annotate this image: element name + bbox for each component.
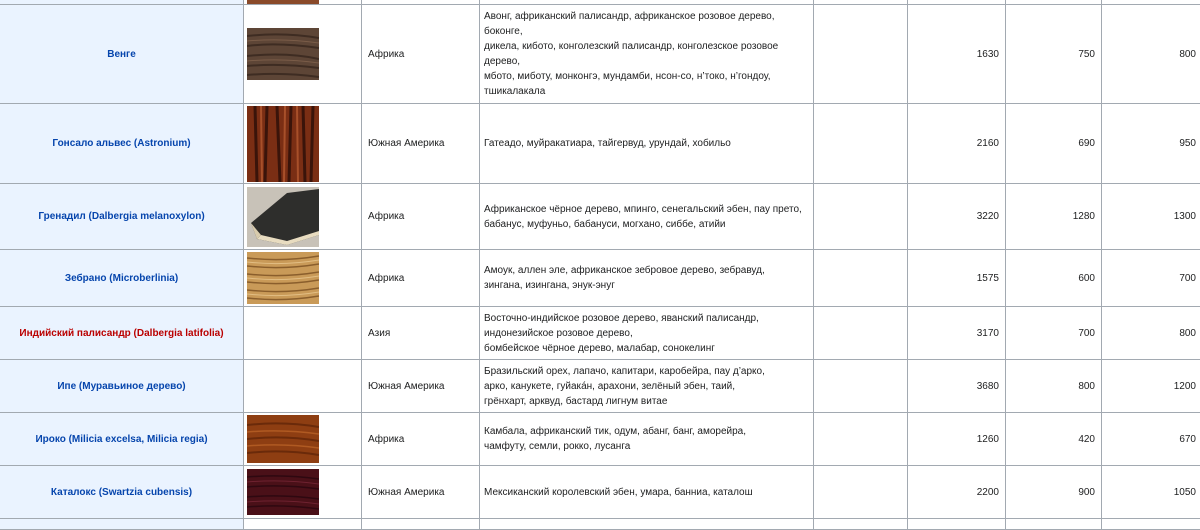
value-3: 1300: [1102, 184, 1200, 250]
species-name-link[interactable]: Каталокс (Swartzia cubensis): [0, 466, 244, 519]
species-name-link[interactable]: Ипе (Муравьиное дерево): [0, 360, 244, 413]
species-name-link[interactable]: Ироко (Milicia excelsa, Milicia regia): [0, 413, 244, 466]
other-names-cell: Африканское чёрное дерево, мпинго, сенегальский эбен, пау прето, бабанус, муфуньо, бабануси, могхано, сиббе, атийи: [480, 184, 814, 250]
value-2: 1280: [1006, 184, 1102, 250]
density-value: 2160: [908, 104, 1006, 184]
value-2: 700: [1006, 307, 1102, 360]
value-3: 950: [1102, 104, 1200, 184]
other-names-cell: Восточно-индийское розовое дерево, яванский палисандр, индонезийское розовое дерево, бомбейское чёрное дерево, малабар, сонокелинг: [480, 307, 814, 360]
value-3: 700: [1102, 250, 1200, 307]
iroko-wood-photo[interactable]: [247, 415, 319, 463]
value-3: 800: [1102, 5, 1200, 104]
value-3: 670: [1102, 413, 1200, 466]
katalox-wood-photo[interactable]: [247, 469, 319, 515]
value-3: 800: [1102, 307, 1200, 360]
other-names-cell: Амоук, аллен эле, африканское зебровое дерево, зебравуд, зингана, изингана, энук-энуг: [480, 250, 814, 307]
density-value: 3680: [908, 360, 1006, 413]
value-2: 800: [1006, 360, 1102, 413]
other-names-cell: Камбала, африканский тик, одум, абанг, банг, аморейра, чамфуту, семли, рокко, лусанга: [480, 413, 814, 466]
region-cell: Азия: [362, 307, 480, 360]
species-name-link[interactable]: Гренадил (Dalbergia melanoxylon): [0, 184, 244, 250]
table-row-partial-bottom: [0, 519, 1200, 530]
density-value: 2200: [908, 466, 1006, 519]
zebrano-wood-photo[interactable]: [247, 252, 319, 304]
table-row: [0, 184, 1200, 250]
density-value: 1630: [908, 5, 1006, 104]
table-row: [0, 5, 1200, 104]
density-value: 3220: [908, 184, 1006, 250]
species-name-link[interactable]: Гонсало альвес (Astronium): [0, 104, 244, 184]
value-2: 600: [1006, 250, 1102, 307]
region-cell: Африка: [362, 413, 480, 466]
table-row: [0, 360, 1200, 413]
density-value: 1260: [908, 413, 1006, 466]
value-2: 690: [1006, 104, 1102, 184]
wenge-wood-photo[interactable]: [247, 28, 319, 80]
other-names-cell: Мексиканский королевский эбен, умара, банниа, каталош: [480, 466, 814, 519]
region-cell: Южная Америка: [362, 104, 480, 184]
table-row: [0, 104, 1200, 184]
grenadil-wood-photo[interactable]: [247, 187, 319, 247]
other-names-cell: Гатеадо, муйракатиара, тайгервуд, урундай, хобильо: [480, 104, 814, 184]
region-cell: Африка: [362, 184, 480, 250]
value-2: 750: [1006, 5, 1102, 104]
density-value: 3170: [908, 307, 1006, 360]
value-2: 420: [1006, 413, 1102, 466]
species-name-link[interactable]: Индийский палисандр (Dalbergia latifolia): [0, 307, 244, 360]
region-cell: Южная Америка: [362, 466, 480, 519]
table-row: [0, 413, 1200, 466]
region-cell: Африка: [362, 250, 480, 307]
table-row: [0, 466, 1200, 519]
value-2: 900: [1006, 466, 1102, 519]
region-cell: Африка: [362, 5, 480, 104]
wood-photo-partial[interactable]: [247, 0, 319, 4]
value-3: 1050: [1102, 466, 1200, 519]
table-row: [0, 307, 1200, 360]
region-cell: Южная Америка: [362, 360, 480, 413]
other-names-cell: Авонг, африканский палисандр, африканское розовое дерево, боконге, дикела, кибото, конголезский палисандр, конголезское розовое дерево, мбото, миботу, монконгэ, мундамби, нсон-со, н’токо, н’гондоу, тшикалакала: [480, 5, 814, 104]
table-row: [0, 250, 1200, 307]
value-3: 1200: [1102, 360, 1200, 413]
species-name-link[interactable]: Венге: [0, 5, 244, 104]
species-name-link[interactable]: Зебрано (Microberlinia): [0, 250, 244, 307]
goncalo-alves-wood-photo[interactable]: [247, 106, 319, 182]
density-value: 1575: [908, 250, 1006, 307]
other-names-cell: Бразильский орех, лапачо, капитари, каробейра, пау д’арко, арко, канукете, гуйака́н, арахони, зелёный эбен, таий, грёнхарт, арквуд, бастард лигнум витае: [480, 360, 814, 413]
